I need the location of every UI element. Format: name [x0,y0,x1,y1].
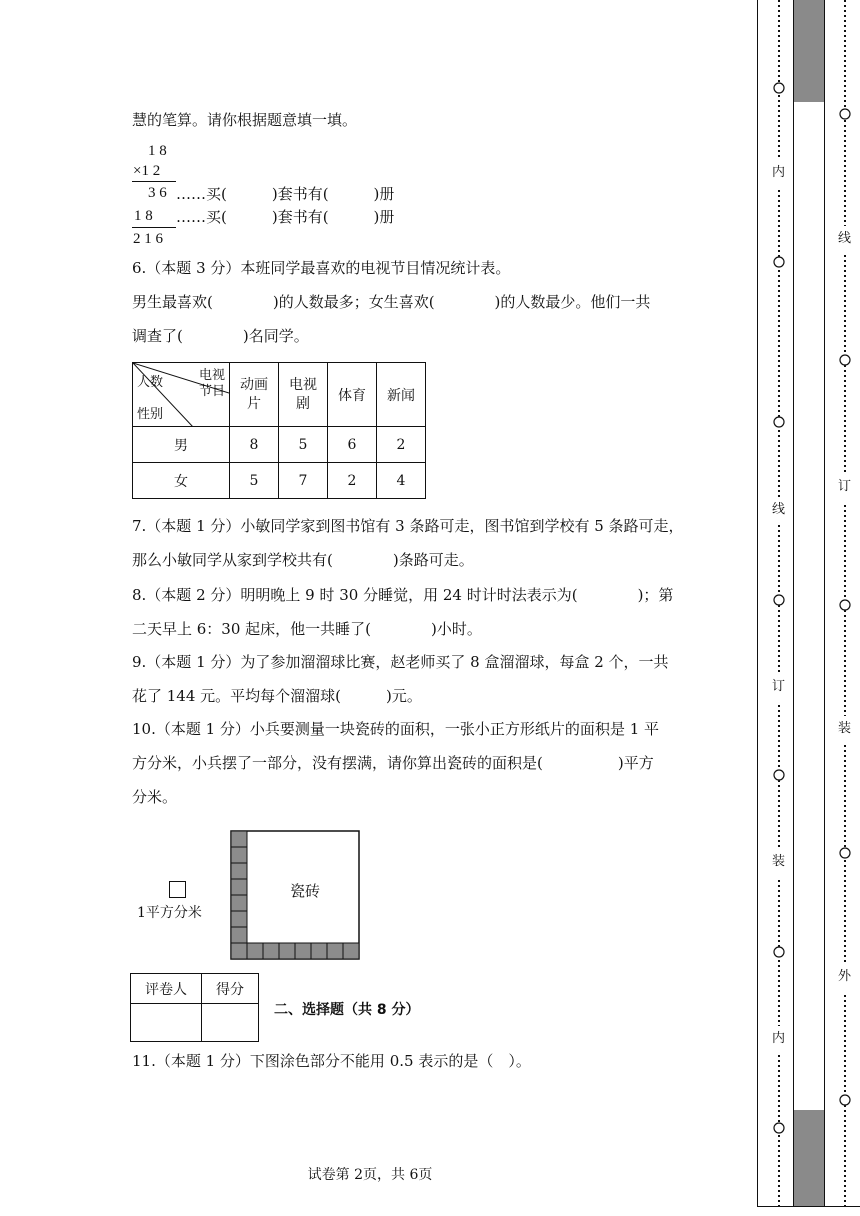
grader-cell[interactable] [131,1004,202,1042]
header-label: 电视剧 [289,376,317,412]
paper-square [311,943,327,959]
header-cell [230,363,279,427]
cut-circle [774,947,784,957]
paper-square [231,831,247,847]
q8-line-2: 二天早上 6：30 起床，他一共睡了( )小时。 [132,620,482,638]
paper-square [295,943,311,959]
section-2-title: 二、选择题（共 8 分） [274,1002,420,1018]
table-cell: 2 [377,427,426,463]
corner-mid: 人数 [137,375,164,390]
row-label: 女 [133,463,230,499]
row-label: 男 [133,427,230,463]
q8-line-1: 8.（本题 2 分）明明晚上 9 时 30 分睡觉，用 24 时计时法表示为( )；第 [132,586,674,604]
margin-outer-label: 线 [838,231,852,246]
paper-square [343,943,359,959]
page-footer: 试卷第 2页，共 6页 [307,1167,433,1183]
cut-circle [774,770,784,780]
table-corner-cell [133,363,230,427]
margin-outer-label: 外 [838,969,852,984]
paper-square [263,943,279,959]
calc-partial-2-note: ……买( )套书有( )册 [176,208,395,226]
margin-inner-label: 内 [772,165,786,180]
q11-line: 11.（本题 1 分）下图涂色部分不能用 0.5 表示的是（ ）。 [132,1052,531,1070]
score-table [130,973,259,1042]
q10-line-3: 分米。 [132,788,178,806]
margin-inner-label: 内 [772,1031,786,1046]
table-cell: 6 [328,427,377,463]
paper-square [279,943,295,959]
paper-square [231,911,247,927]
q7-line-1: 7.（本题 1 分）小敏同学家到图书馆有 3 条路可走，图书馆到学校有 5 条路可走， [132,517,684,535]
table-cell: 4 [377,463,426,499]
calc-multiplier: ×1 2 [133,163,161,179]
grader-header: 评卷人 [131,974,202,1004]
cut-circle [840,109,850,119]
paper-square [231,863,247,879]
q10-line-2: 方分米，小兵摆了一部分，没有摆满，请你算出瓷砖的面积是( )平方 [132,754,654,772]
table-cell: 7 [279,463,328,499]
margin-outer-label: 订 [838,479,852,494]
margin-outer-label: 装 [838,721,852,736]
paper-square [247,943,263,959]
tile-label: 瓷砖 [290,882,321,900]
calc-partial-1-note: ……买( )套书有( )册 [176,185,395,203]
cut-circle [774,417,784,427]
q6-title: 6.（本题 3 分）本班同学最喜欢的电视节目情况统计表。 [132,259,511,277]
dotted-cut-lines [757,0,860,1207]
cut-circle [774,257,784,267]
corner-top: 电视 [198,368,225,383]
paper-square [231,927,247,943]
calc-rule-2 [132,227,176,228]
q7-line-2: 那么小敏同学从家到学校共有( )条路可走。 [132,551,474,569]
paper-square [231,879,247,895]
calc-multiplicand: 1 8 [148,143,167,159]
calc-result: 2 1 6 [133,231,163,247]
unit-square [169,881,186,898]
q9-line-2: 花了 144 元。平均每个溜溜球( )元。 [132,687,422,705]
corner-top-2: 节目 [198,384,225,399]
margin-inner-label: 线 [772,502,786,517]
q10-line-1: 10.（本题 1 分）小兵要测量一块瓷砖的面积，一张小正方形纸片的面积是 1 平 [132,720,660,738]
cut-circle [840,848,850,858]
table-cell: 8 [230,427,279,463]
q6-line-2: 调查了( )名同学。 [132,327,309,345]
calc-rule-1 [132,181,176,182]
score-cell[interactable] [202,1004,259,1042]
cut-circle [840,600,850,610]
margin-inner-label: 订 [772,679,786,694]
unit-square-label: 1平方分米 [137,905,202,921]
header-label: 动画片 [240,376,268,412]
margin-inner-label: 装 [772,854,786,869]
corner-bottom: 性别 [137,407,164,422]
cut-circle [840,1095,850,1105]
q6-line-1: 男生最喜欢( )的人数最多；女生喜欢( )的人数最少。他们一共 [132,293,651,311]
intro-line: 慧的笔算。请你根据题意填一填。 [132,111,358,129]
header-cell: 新闻 [377,363,426,427]
paper-square [231,943,247,959]
table-cell: 2 [328,463,377,499]
score-header: 得分 [202,974,259,1004]
header-cell [279,363,328,427]
cut-circle [840,355,850,365]
tv-stats-table [132,362,426,499]
cut-circle [774,595,784,605]
cut-circle [774,1123,784,1133]
paper-square [231,895,247,911]
table-cell: 5 [279,427,328,463]
paper-square [231,847,247,863]
cut-circle [774,83,784,93]
paper-square [327,943,343,959]
table-cell: 5 [230,463,279,499]
header-cell: 体育 [328,363,377,427]
calc-partial-2: 1 8 [134,208,153,224]
q9-line-1: 9.（本题 1 分）为了参加溜溜球比赛，赵老师买了 8 盒溜溜球，每盒 2 个，一共 [132,653,669,671]
calc-partial-1: 3 6 [148,185,167,201]
